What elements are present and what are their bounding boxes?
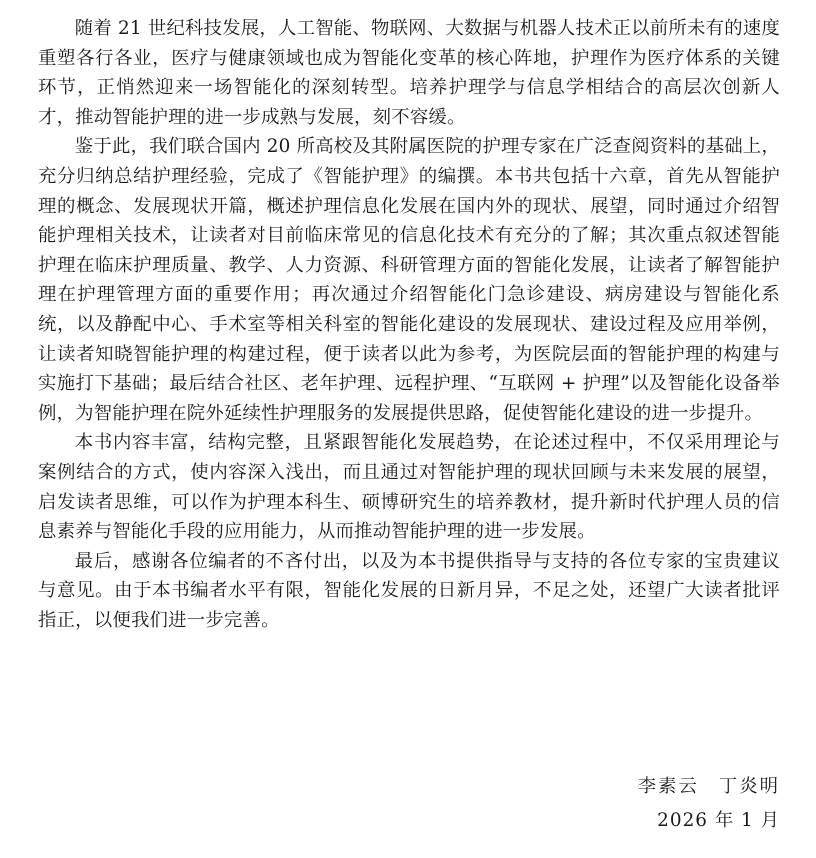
paragraph-3: 本书内容丰富，结构完整，且紧跟智能化发展趋势，在论述过程中，不仅采用理论与案例结合的方式，使内容深入浅出，而且通过对智能护理的现状回顾与未来发展的展望，启发读者思维，可以作为护理本科生、硕博研究生的培养教材，提升新时代护理人员的信息素养与智能化手段的应用能力，从而推动智能护理的进一步发展。 [38, 432, 780, 543]
paragraph-1: 随着 21 世纪科技发展，人工智能、物联网、大数据与机器人技术正以前所未有的速度重塑各行各业，医疗与健康领域也成为智能化变革的核心阵地，护理作为医疗体系的关键环节，正悄然迎来一场智能化的深刻转型。培养护理学与信息学相结合的高层次创新人才，推动智能护理的进一步成熟与发展，刻不容缓。 [38, 18, 780, 128]
signature-block [638, 770, 780, 838]
author-name-1: 李素云 [637, 776, 699, 797]
author-name-2: 丁炎明 [718, 776, 780, 797]
paragraph-4: 最后，感谢各位编者的不吝付出，以及为本书提供指导与支持的各位专家的宝贵建议与意见。由于本书编者水平有限，智能化发展的日新月异，不足之处，还望广大读者批评指正，以便我们进一步完善。 [38, 550, 780, 631]
paragraph-2: 鉴于此，我们联合国内 20 所高校及其附属医院的护理专家在广泛查阅资料的基础上，充分归纳总结护理经验，完成了《智能护理》的编撰。本书共包括十六章，首先从智能护理的概念、发展现状开篇，概述护理信息化发展在国内外的现状、展望，同时通过介绍智能护理相关技术，让读者对目前临床常见的信息化技术有充分的了解；其次重点叙述智能护理在临床护理质量、教学、人力资源、科研管理方面的智能化发展，让读者了解智能护理在护理管理方面的重要作用；再次通过介绍智能化门急诊建设、病房建设与智能化系统，以及静配中心、手术室等相关科室的智能化建设的发展现状、建设过程及应用举例，让读者知晓智能护理的构建过程，便于读者以此为参考，为医院层面的智能护理的构建与实施打下基础；最后结合社区、老年护理、远程护理、“互联网 + 护理”以及智能化设备举例，为智能护理在院外延续性护理服务的发展提供思路，促使智能化建设的进一步提升。 [38, 136, 780, 424]
author-names [638, 770, 780, 804]
signature-date: 2026 年 1 月 [657, 810, 780, 831]
preface-body [38, 14, 780, 635]
